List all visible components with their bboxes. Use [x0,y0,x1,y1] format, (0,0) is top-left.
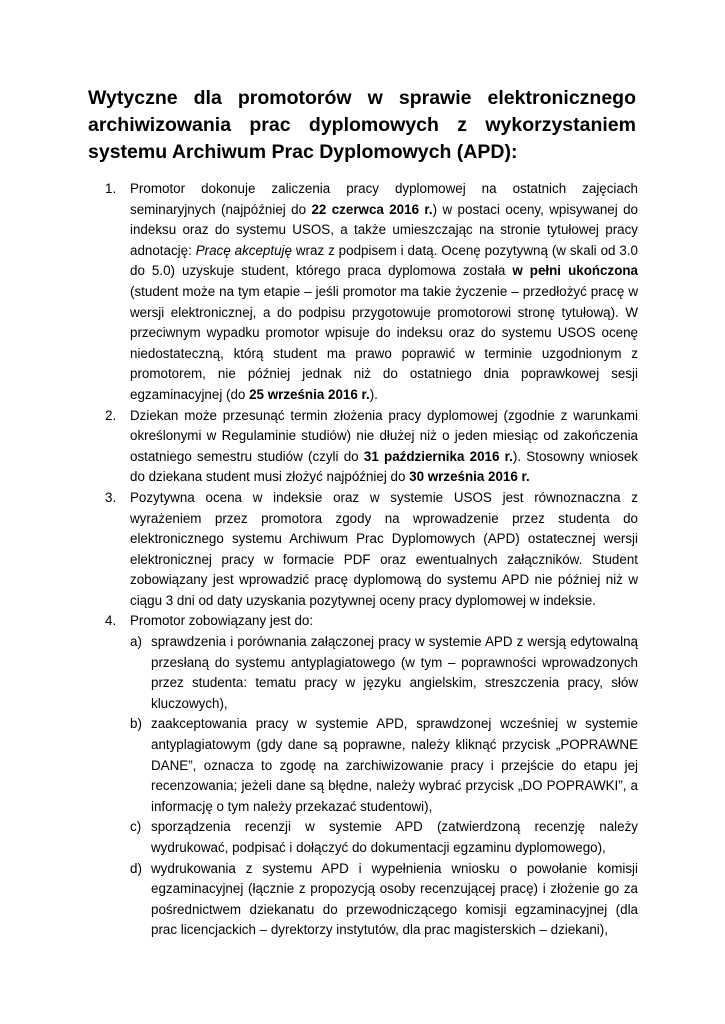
item-text: Pozytywna ocena w indeksie oraz w systemie USOS jest równoznaczna z wyrażeniem przez promotora zgody na wprowadzenie przez studenta do elektronicznego systemu Archiwum Prac Dyplomowych (APD) ostatecznej wersji elektronicznej pracy w formacie PDF oraz ewentualnych załączników. Student zobowiązany jest wprowadzić pracę dyplomową do systemu APD nie później niż w ciągu 3 dni od daty uzyskania pozytywnej oceny pracy dyplomowej w indeksie. [130,489,638,608]
item-number: 2. [105,407,117,423]
promoter-duties-list [130,632,638,941]
deadline-date: 30 września 2016 r. [409,469,530,485]
duty-text: sprawdzenia i porównania załączonej pracy w systemie APD z wersją edytowalną przesłaną do systemu antyplagiatowego (w tym – poprawności wprowadzonych przez studenta: tematu pracy w języku angielskim, streszczenia pracy, słów kluczowych), [151,634,638,711]
guideline-item-2 [88,406,638,488]
duty-text: sporządzenia recenzji w systemie APD (zatwierdzoną recenzję należy wydrukować, podpisać i dołączyć do dokumentacji egzaminu dyplomowego), [151,819,638,855]
item-text: (student może na tym etapie – jeśli promotor ma takie życzenie – przedłożyć pracę w wersji elektronicznej, a do podpisu przygotowuje promotorowi stronę tytułową). W przeciwnym wypadku promotor wpisuje do indeksu oraz do systemu USOS ocenę niedostateczną, którą student ma prawo poprawić w terminie uzgodnionym z promotorem, nie później jednak niż do ostatniego dnia poprawkowej sesji egzaminacyjnej (do [130,283,638,402]
deadline-date: 25 września 2016 r. [249,386,370,402]
duty-item-d [130,859,638,941]
item-text: ) w postaci oceny, wpisywanej do indeksu oraz do systemu USOS, a także umieszczając na stronie tytułowej pracy adnotację: [130,201,638,258]
document-title: Wytyczne dla promotorów w sprawie elektronicznego archiwizowania prac dyplomowych z wykorzystaniem systemu Archiwum Prac Dyplomowych (APD): [88,87,636,163]
guideline-item-3 [88,488,638,612]
annotation-phrase: Pracę akceptuję [195,242,292,258]
item-number: 3. [105,489,117,505]
duty-text: wydrukowania z systemu APD i wypełnienia wniosku o powołanie komisji egzaminacyjnej (łącznie z propozycją osoby recenzującej pracę) i złożenie go za pośrednictwem dziekanatu do przewodniczącego komisji egzaminacyjnej (dla prac licencjackich – dyrektorzy instytutów, dla prac magisterskich – dziekani), [151,860,638,938]
duty-letter: d) [130,860,142,876]
duty-item-c [130,817,638,858]
duty-item-a [130,632,638,714]
duty-text: zaakceptowania pracy w systemie APD, sprawdzonej wcześniej w systemie antyplagiatowym (gdy dane są poprawne, należy kliknąć przycisk „POPRAWNE DANE”, oznacza to zgodę na zarchiwizowanie pracy i przejście do etapu jej recenzowania; jeżeli dane są błędne, należy wybrać przycisk „DO POPRAWKI”, a informację o tym należy przekazać studentowi), [151,716,638,814]
item-text: Promotor zobowiązany jest do: [130,613,314,629]
deadline-date: 31 października 2016 r. [363,448,513,464]
item-number: 1. [105,181,117,196]
emphasis-text: w pełni ukończona [512,263,638,279]
guideline-item-1 [88,179,638,406]
duty-letter: b) [130,716,142,732]
item-text: ). Stosowny wniosek do dziekana student musi złożyć najpóźniej do [130,448,638,485]
item-text: Dziekan może przesunąć termin złożenia pracy dyplomowej (zgodnie z warunkami określonymi w Regulaminie studiów) nie dłużej niż o jeden miesiąc od zakończenia ostatniego semestru studiów (czyli do [130,407,638,464]
duty-letter: a) [130,634,142,650]
guidelines-list [88,179,638,941]
deadline-date: 22 czerwca 2016 r. [311,201,433,217]
document-body [88,179,638,941]
item-number: 4. [105,613,117,629]
guideline-item-4 [88,611,638,941]
item-text: ). [369,386,378,402]
duty-letter: c) [130,819,142,835]
item-text: Promotor dokonuje zaliczenia pracy dyplomowej na ostatnich zajęciach seminaryjnych (najpóźniej do [130,181,638,217]
item-text: wraz z podpisem i datą. Ocenę pozytywną (w skali od 3.0 do 5.0) uzyskuje student, którego praca dyplomowa została [130,242,639,279]
duty-item-b [130,714,638,817]
